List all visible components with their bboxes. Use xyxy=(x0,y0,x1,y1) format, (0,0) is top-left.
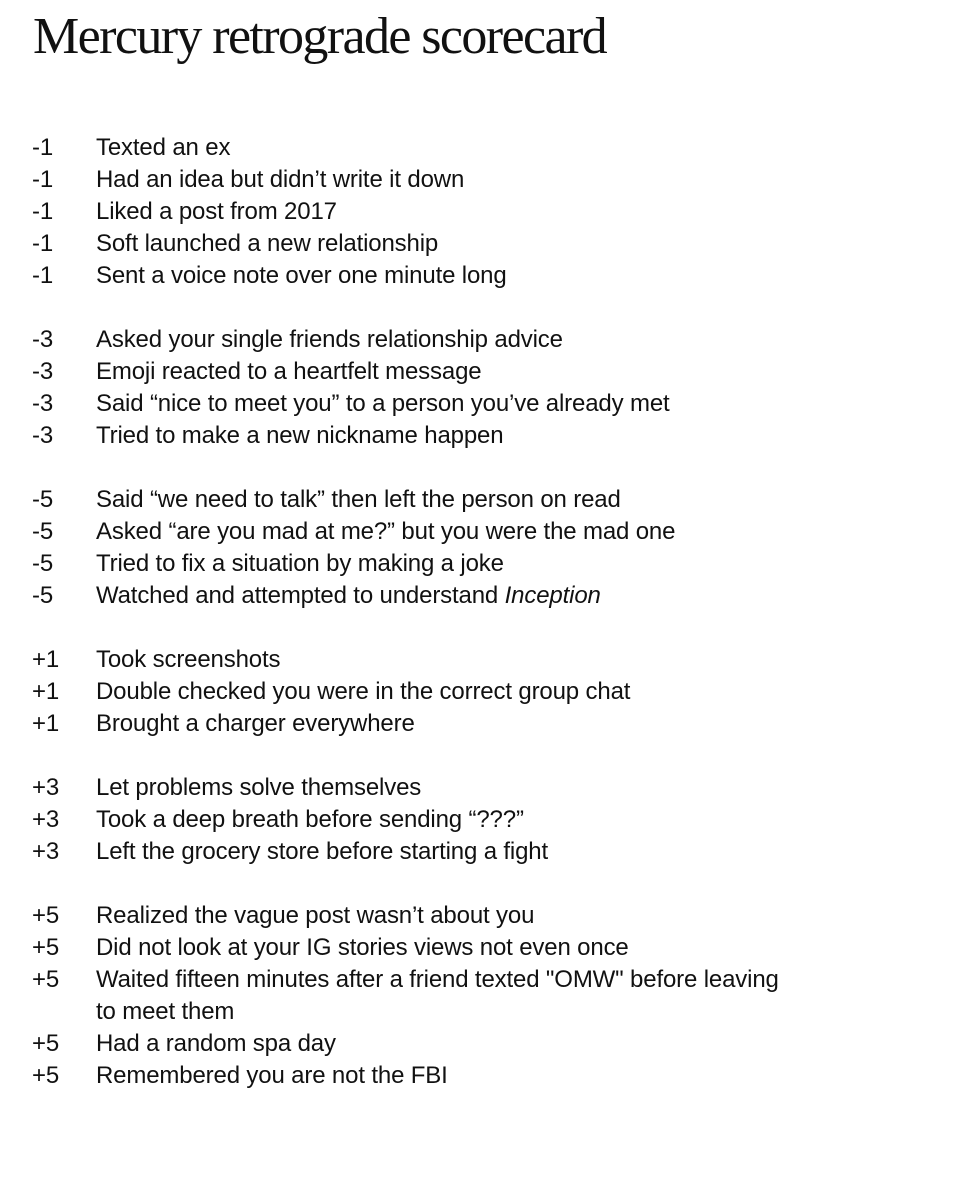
item-text: Asked “are you mad at me?” but you were the mad one xyxy=(96,518,676,545)
item-description xyxy=(96,164,796,196)
score-group xyxy=(32,900,912,1092)
score-value: -3 xyxy=(32,358,54,385)
scorecard-item xyxy=(32,356,912,388)
item-text: Watched and attempted to understand xyxy=(96,582,505,609)
item-description xyxy=(96,836,796,868)
item-text: Remembered you are not the FBI xyxy=(96,1062,448,1089)
score-value: -5 xyxy=(32,518,54,545)
scorecard-item xyxy=(32,516,912,548)
item-text: Said “we need to talk” then left the person on read xyxy=(96,486,621,513)
scorecard-item xyxy=(32,484,912,516)
item-description xyxy=(96,420,796,452)
scorecard-item xyxy=(32,1028,912,1060)
item-description xyxy=(96,708,796,740)
item-description xyxy=(96,676,796,708)
item-text: Took a deep breath before sending “???” xyxy=(96,806,524,833)
item-description xyxy=(96,388,796,420)
scorecard-list xyxy=(32,132,912,1124)
item-text: Tried to fix a situation by making a joke xyxy=(96,550,504,577)
score-value: -1 xyxy=(32,198,54,225)
score-value: -1 xyxy=(32,262,54,289)
item-text: Soft launched a new relationship xyxy=(96,230,439,257)
scorecard-item xyxy=(32,1060,912,1092)
score-group xyxy=(32,644,912,740)
score-value: +5 xyxy=(32,1062,60,1089)
item-description xyxy=(96,644,796,676)
scorecard-item xyxy=(32,388,912,420)
item-description xyxy=(96,932,796,964)
scorecard-item xyxy=(32,708,912,740)
score-value: +1 xyxy=(32,678,60,705)
scorecard-item xyxy=(32,132,912,164)
item-text: Liked a post from 2017 xyxy=(96,198,337,225)
item-description xyxy=(96,260,796,292)
item-text: Said “nice to meet you” to a person you’ve already met xyxy=(96,390,670,417)
score-value: -3 xyxy=(32,422,54,449)
score-value: +3 xyxy=(32,838,60,865)
scorecard-item xyxy=(32,420,912,452)
score-value: -1 xyxy=(32,230,54,257)
scorecard-item xyxy=(32,932,912,964)
score-value: -5 xyxy=(32,550,54,577)
scorecard-item xyxy=(32,260,912,292)
item-text: Waited fifteen minutes after a friend texted "OMW" before leaving to meet them xyxy=(96,966,779,1025)
item-text: Double checked you were in the correct group chat xyxy=(96,678,631,705)
scorecard-item xyxy=(32,644,912,676)
item-text: Realized the vague post wasn’t about you xyxy=(96,902,535,929)
item-text: Did not look at your IG stories views not even once xyxy=(96,934,629,961)
score-value: +3 xyxy=(32,774,60,801)
score-group xyxy=(32,772,912,868)
item-italic-title: Inception xyxy=(504,582,601,609)
item-text: Texted an ex xyxy=(96,134,231,161)
item-description xyxy=(96,1060,796,1092)
score-value: -5 xyxy=(32,486,54,513)
item-description xyxy=(96,580,796,612)
item-text: Tried to make a new nickname happen xyxy=(96,422,504,449)
score-value: +1 xyxy=(32,646,60,673)
score-value: +1 xyxy=(32,710,60,737)
item-text: Had an idea but didn’t write it down xyxy=(96,166,465,193)
item-description xyxy=(96,196,796,228)
score-value: +3 xyxy=(32,806,60,833)
scorecard-item xyxy=(32,676,912,708)
item-text: Emoji reacted to a heartfelt message xyxy=(96,358,482,385)
item-text: Sent a voice note over one minute long xyxy=(96,262,507,289)
item-description xyxy=(96,900,796,932)
scorecard-item xyxy=(32,324,912,356)
score-value: +5 xyxy=(32,902,60,929)
item-description xyxy=(96,356,796,388)
item-text: Brought a charger everywhere xyxy=(96,710,415,737)
item-description xyxy=(96,484,796,516)
item-description xyxy=(96,516,796,548)
item-text: Asked your single friends relationship advice xyxy=(96,326,563,353)
scorecard-item xyxy=(32,804,912,836)
score-value: -3 xyxy=(32,326,54,353)
item-description xyxy=(96,772,796,804)
score-group xyxy=(32,132,912,292)
scorecard-item xyxy=(32,228,912,260)
page-title: Mercury retrograde scorecard xyxy=(33,8,607,65)
score-value: +5 xyxy=(32,934,60,961)
item-description xyxy=(96,1028,796,1060)
item-text: Let problems solve themselves xyxy=(96,774,422,801)
item-text: Had a random spa day xyxy=(96,1030,336,1057)
scorecard-item xyxy=(32,580,912,612)
scorecard-item xyxy=(32,548,912,580)
score-value: -5 xyxy=(32,582,54,609)
scorecard-item xyxy=(32,964,912,1028)
item-description xyxy=(96,228,796,260)
score-group xyxy=(32,324,912,452)
score-value: -1 xyxy=(32,166,54,193)
scorecard-item xyxy=(32,164,912,196)
score-value: -3 xyxy=(32,390,54,417)
item-description xyxy=(96,324,796,356)
item-description xyxy=(96,132,796,164)
item-description xyxy=(96,548,796,580)
score-value: +5 xyxy=(32,966,60,993)
item-text: Left the grocery store before starting a fight xyxy=(96,838,549,865)
item-description xyxy=(96,804,796,836)
item-description xyxy=(96,964,796,1028)
score-group xyxy=(32,484,912,612)
item-text: Took screenshots xyxy=(96,646,281,673)
score-value: -1 xyxy=(32,134,54,161)
score-value: +5 xyxy=(32,1030,60,1057)
scorecard-item xyxy=(32,196,912,228)
scorecard-item xyxy=(32,772,912,804)
scorecard-item xyxy=(32,900,912,932)
scorecard-item xyxy=(32,836,912,868)
